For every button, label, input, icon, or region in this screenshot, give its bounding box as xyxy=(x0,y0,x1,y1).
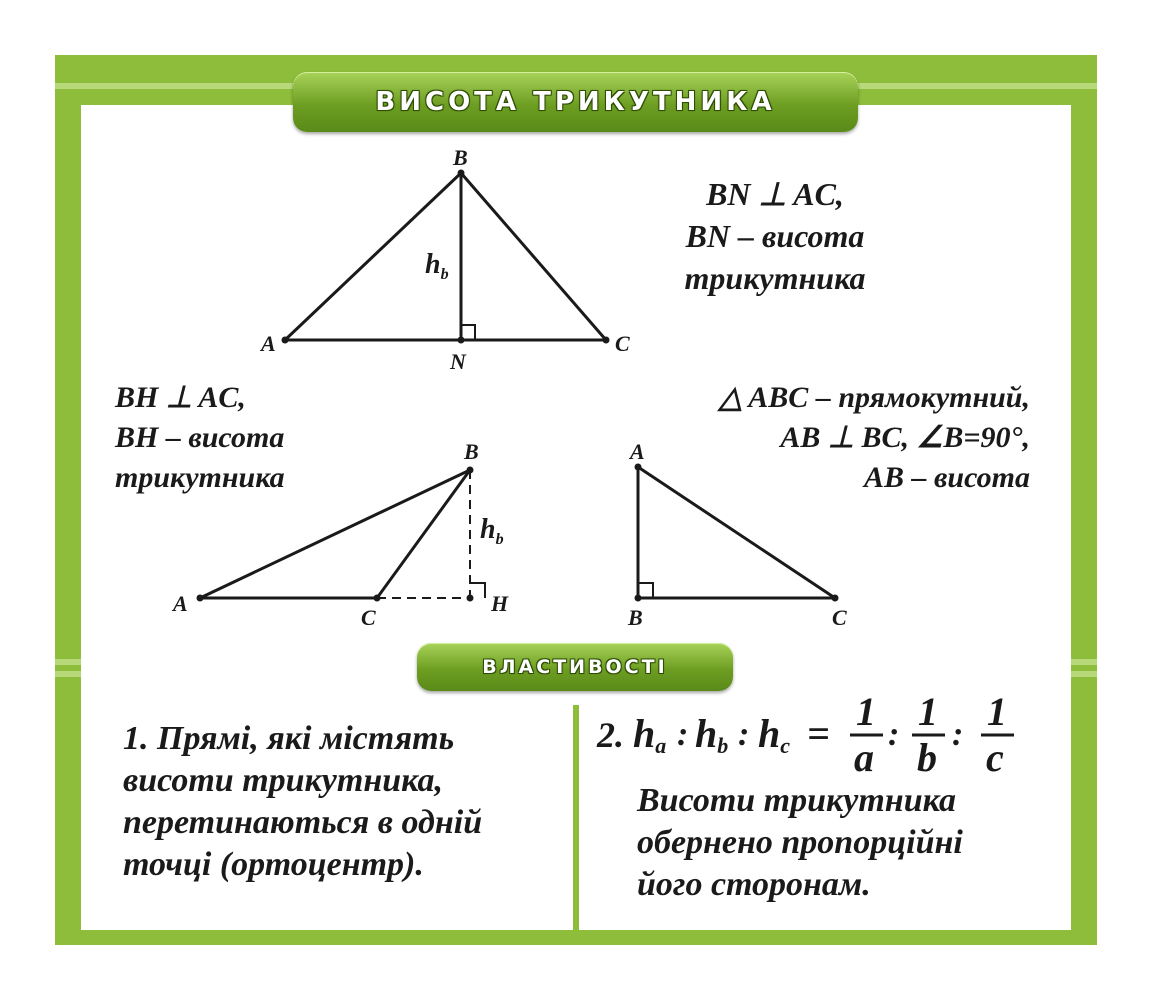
caption-line: BN ⊥ AC, xyxy=(706,176,844,212)
side-bc xyxy=(377,470,470,598)
caption-line: BH – висота xyxy=(115,421,285,454)
page-title: ВИСОТА ТРИКУТНИКА xyxy=(293,72,858,132)
vertex-a-label: A xyxy=(173,591,188,616)
caption-line: AB – висота xyxy=(863,461,1030,494)
property2-text xyxy=(637,780,1057,906)
property1-text xyxy=(123,718,563,886)
height-label: $h_b$ xyxy=(480,514,504,548)
property-line: висоти трикутника, xyxy=(123,762,443,799)
figure2-caption xyxy=(115,378,375,498)
vertex-b-label: B xyxy=(628,605,643,630)
property-line: Висоти трикутника xyxy=(637,782,956,819)
point-c xyxy=(374,595,381,602)
vertex-a-label: A xyxy=(630,439,645,464)
point-a xyxy=(282,337,289,344)
vertex-c-label: C xyxy=(361,605,376,630)
formula-colon: : xyxy=(888,716,900,753)
property-line: перетинаються в одній xyxy=(123,804,483,841)
caption-line: BH ⊥ AC, xyxy=(115,381,246,414)
fraction-numerator: 1 xyxy=(918,689,938,734)
formula-ha: ha xyxy=(633,711,667,758)
height-label: $h_b$ xyxy=(425,249,449,283)
fraction-denominator: b xyxy=(917,735,937,780)
point-b xyxy=(458,170,465,177)
figure3-caption xyxy=(575,378,1030,498)
property-line: 1. Прямі, які містять xyxy=(123,720,455,757)
poster-frame xyxy=(55,55,1097,945)
point-b xyxy=(467,467,474,474)
side-bc xyxy=(461,173,606,340)
properties-title: ВЛАСТИВОСТІ xyxy=(417,643,733,691)
formula-hc: hc xyxy=(758,711,791,758)
fraction-denominator: c xyxy=(986,735,1004,780)
point-a xyxy=(197,595,204,602)
caption-line: трикутника xyxy=(684,260,866,296)
vertex-a-label: A xyxy=(261,331,276,356)
fraction-numerator: 1 xyxy=(856,689,876,734)
formula-equals: = xyxy=(807,711,830,756)
point-h xyxy=(467,595,474,602)
property2-number: 2. xyxy=(597,715,624,755)
vertex-n-label: N xyxy=(450,349,466,374)
point-c xyxy=(832,595,839,602)
figure1-caption xyxy=(655,173,895,299)
vertex-c-label: C xyxy=(832,605,847,630)
vertex-b-label: B xyxy=(453,145,468,170)
caption-line: BN – висота xyxy=(685,218,865,254)
formula-colon: : xyxy=(952,716,964,753)
point-c xyxy=(603,337,610,344)
formula-colon: : xyxy=(738,716,750,753)
formula-colon: : xyxy=(677,716,689,753)
vertex-b-label: B xyxy=(464,439,479,464)
figure1-points xyxy=(282,170,610,344)
caption-line: AB ⊥ BC, ∠B=90°, xyxy=(780,421,1030,454)
point-n xyxy=(458,337,465,344)
caption-line: △ ABC – прямокутний, xyxy=(718,381,1030,414)
ratio-formula xyxy=(596,689,1014,780)
vertex-c-label: C xyxy=(615,331,630,356)
figure1-triangle xyxy=(285,173,606,340)
property-line: його сторонам. xyxy=(637,866,871,903)
fraction-denominator: a xyxy=(854,735,874,780)
formula-hb: hb xyxy=(695,711,729,758)
fraction-numerator: 1 xyxy=(987,689,1007,734)
caption-line: трикутника xyxy=(115,461,285,494)
vertex-h-label: H xyxy=(491,591,509,616)
point-b xyxy=(635,595,642,602)
property-line: обернено пропорційні xyxy=(637,824,963,861)
property-line: точці (ортоцентр). xyxy=(123,846,424,883)
